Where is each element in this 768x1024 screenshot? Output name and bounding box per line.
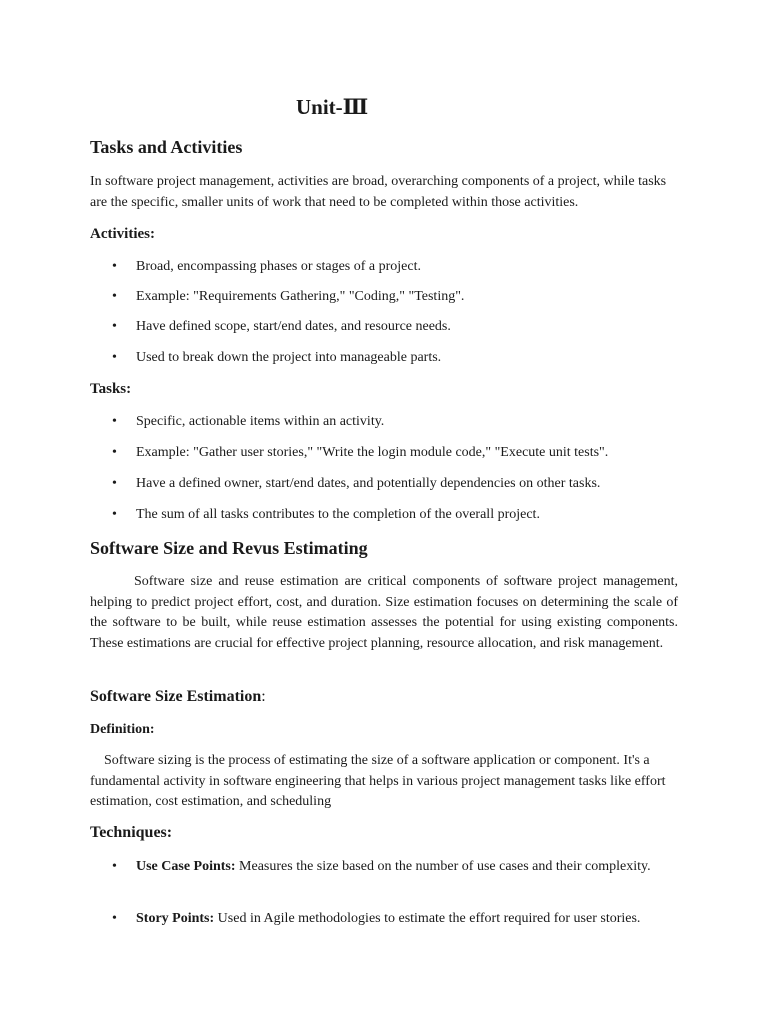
technique-text bbox=[136, 909, 678, 930]
list-item bbox=[112, 412, 678, 433]
techniques-label: Techniques: bbox=[90, 824, 173, 841]
technique-term: Story Points: bbox=[136, 911, 215, 926]
activities-label: Activities: bbox=[90, 226, 155, 242]
bullet-icon: • bbox=[112, 445, 117, 460]
bullet-icon: • bbox=[112, 507, 117, 522]
size-estimation-heading-text: Software Size Estimation bbox=[90, 688, 262, 705]
list-item-text: Broad, encompassing phases or stages of a project. bbox=[136, 259, 421, 274]
definition-paragraph: Software sizing is the process of estimating the size of a software application or component. It's a fundamental activity in software engineering that helps in various project management tasks like effort estimation, cost estimation, and scheduling bbox=[90, 753, 666, 809]
bullet-icon: • bbox=[112, 259, 117, 274]
list-item bbox=[112, 317, 678, 338]
intro-paragraph: In software project management, activities are broad, overarching components of a project, while tasks are the specific, smaller units of work that need to be completed within those activities. bbox=[90, 174, 667, 210]
list-item bbox=[112, 505, 678, 526]
unit-title: Unit-Ⅲ bbox=[296, 95, 369, 119]
list-item bbox=[112, 474, 678, 495]
section-heading-tasks-activities: Tasks and Activities bbox=[90, 137, 243, 157]
list-item bbox=[112, 909, 678, 930]
technique-description: Measures the size based on the number of use cases and their complexity. bbox=[235, 859, 651, 874]
bullet-icon: • bbox=[112, 911, 117, 926]
section-heading-size-estimation bbox=[90, 688, 266, 706]
list-item bbox=[112, 857, 678, 878]
bullet-icon: • bbox=[112, 319, 117, 334]
bullet-icon: • bbox=[112, 414, 117, 429]
list-item-text: Example: "Requirements Gathering," "Coding," "Testing". bbox=[136, 289, 465, 304]
bullet-icon: • bbox=[112, 859, 117, 874]
list-item bbox=[112, 287, 678, 308]
list-item-text: Example: "Gather user stories," "Write the login module code," "Execute unit tests". bbox=[136, 445, 609, 460]
bullet-icon: • bbox=[112, 476, 117, 491]
size-estimation-heading-colon: : bbox=[261, 688, 266, 705]
list-item-text: Have a defined owner, start/end dates, and potentially dependencies on other tasks. bbox=[136, 476, 601, 491]
technique-term: Use Case Points: bbox=[136, 859, 236, 874]
size-reuse-paragraph: Software size and reuse estimation are critical components of software project management, helping to predict project effort, cost, and duration. Size estimation focuses on determining the scale of the software to be built, while reuse estimation assesses the potential for using existing components. These estimations are crucial for effective project planning, resource allocation, and risk management. bbox=[90, 574, 678, 651]
list-item-text: Have defined scope, start/end dates, and resource needs. bbox=[136, 319, 451, 334]
list-item bbox=[112, 443, 678, 464]
list-item bbox=[112, 257, 678, 278]
definition-label: Definition: bbox=[90, 722, 155, 737]
bullet-icon: • bbox=[112, 350, 117, 365]
list-item-text: Used to break down the project into manageable parts. bbox=[136, 350, 442, 365]
technique-description: Used in Agile methodologies to estimate the effort required for user stories. bbox=[214, 911, 641, 926]
list-item bbox=[112, 348, 678, 369]
list-item-text: The sum of all tasks contributes to the completion of the overall project. bbox=[136, 507, 540, 522]
technique-text bbox=[136, 857, 678, 878]
bullet-icon: • bbox=[112, 289, 117, 304]
list-item-text: Specific, actionable items within an activity. bbox=[136, 414, 385, 429]
section-heading-size-reuse: Software Size and Revus Estimating bbox=[90, 538, 368, 558]
tasks-label: Tasks: bbox=[90, 381, 132, 397]
